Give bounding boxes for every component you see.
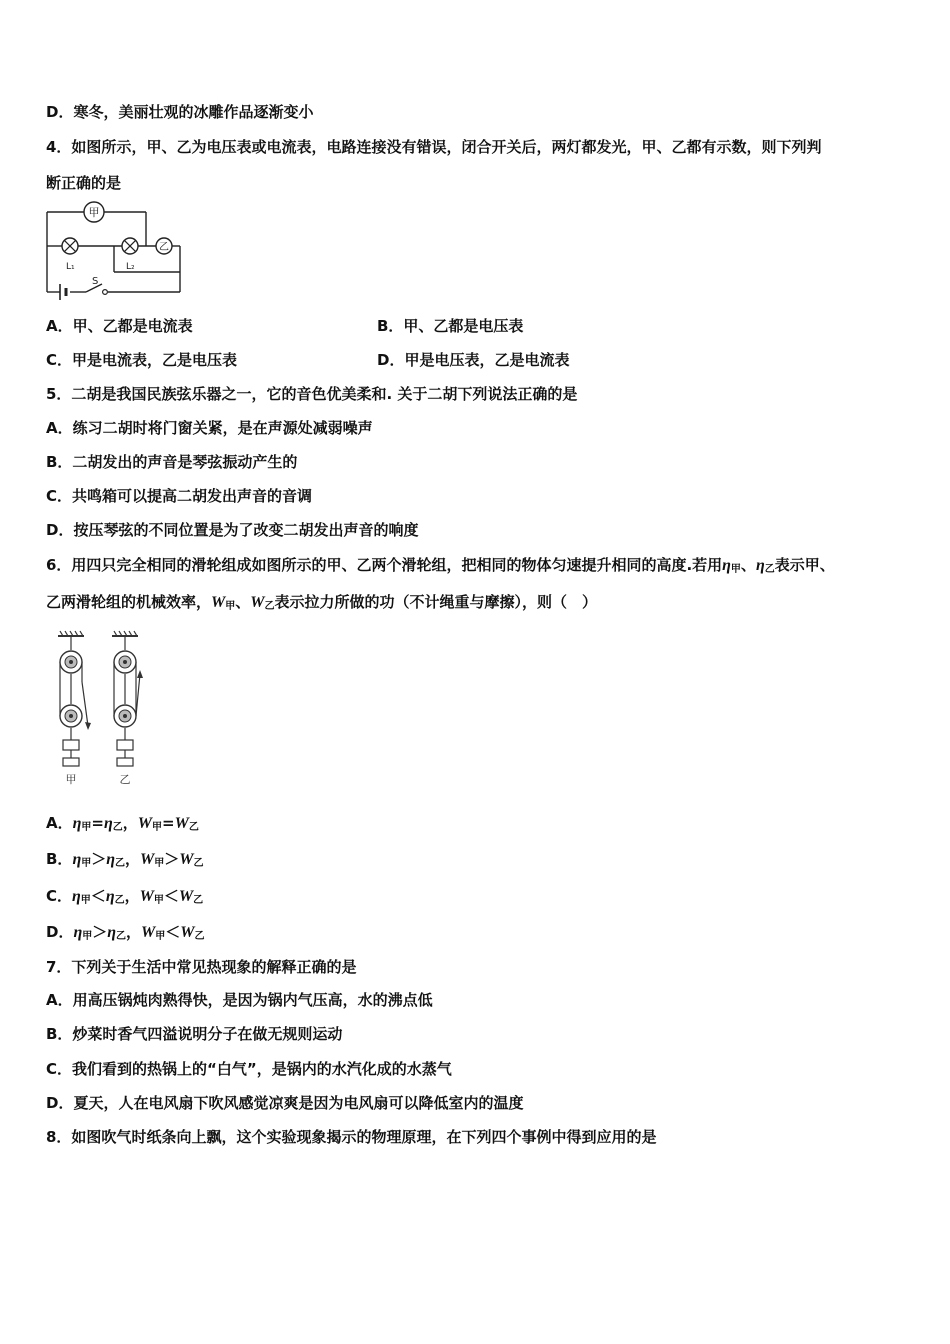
pulley-label-jia: 甲	[65, 773, 77, 786]
q5-stem: 5．二胡是我国民族弦乐器之一，它的音色优美柔和. 关于二胡下列说法正确的是	[46, 385, 578, 403]
q4-stem-line2: 断正确的是	[46, 174, 122, 192]
q7-option-b: B．炒菜时香气四溢说明分子在做无规则运动	[46, 1025, 343, 1043]
fixed-pulley-yi	[114, 651, 136, 673]
lamp-l2-symbol	[122, 238, 138, 254]
q8-stem: 8．如图吹气时纸条向上飘，这个实验现象揭示的物理原理，在下列四个事例中得到应用的是	[46, 1128, 657, 1146]
meter-yi-symbol	[156, 238, 172, 254]
meter-jia-symbol	[84, 202, 104, 222]
q4-stem-line1: 4．如图所示，甲、乙为电压表或电流表，电路连接没有错误，闭合开关后，两灯都发光，甲、乙都有示数，则下列判	[46, 138, 822, 156]
load-block-yi	[117, 740, 133, 750]
fixed-pulley-jia	[60, 651, 82, 673]
hook-block-yi	[117, 758, 133, 766]
q6-option-a: A．$\eta_甲=\eta_乙$，$W_甲=W_乙$	[46, 814, 199, 833]
q6-option-b: B．$\eta_甲>\eta_乙$，$W_甲>W_乙$	[46, 850, 204, 869]
q4-option-b: B．甲、乙都是电压表	[377, 317, 524, 335]
circuit-diagram	[44, 200, 186, 300]
q3-option-d: D．寒冬，美丽壮观的冰雕作品逐渐变小	[46, 103, 314, 121]
lamp-l2-label: L₂	[126, 262, 135, 272]
lamp-l1-label: L₁	[66, 262, 75, 272]
svg-text:甲: 甲	[88, 206, 100, 219]
load-block-jia	[63, 740, 79, 750]
q5-option-b: B．二胡发出的声音是琴弦振动产生的	[46, 453, 298, 471]
hook-block-jia	[63, 758, 79, 766]
q6-stem-line1: 6．用四只完全相同的滑轮组成如图所示的甲、乙两个滑轮组，把相同的物体匀速提升相同的高度.若用$\eta_甲$、$\eta_乙$表示甲、	[46, 556, 835, 575]
q4-option-a: A．甲、乙都是电流表	[46, 317, 193, 335]
q6-stem-line2: 乙两滑轮组的机械效率，$W_甲$、$W_乙$表示拉力所做的功（不计绳重与摩擦），则（ ）	[46, 593, 598, 612]
q5-option-c: C．共鸣箱可以提高二胡发出声音的音调	[46, 487, 313, 505]
lamp-l1-symbol	[62, 238, 78, 254]
q5-option-a: A．练习二胡时将门窗关紧，是在声源处减弱噪声	[46, 419, 373, 437]
q7-option-a: A．用高压锅炖肉熟得快，是因为锅内气压高，水的沸点低	[46, 991, 433, 1009]
movable-pulley-jia	[60, 705, 82, 727]
switch-contact	[103, 290, 108, 295]
q5-option-d: D．按压琴弦的不同位置是为了改变二胡发出声音的响度	[46, 521, 419, 539]
q6-option-d: D．$\eta_甲>\eta_乙$，$W_甲<W_乙$	[46, 923, 205, 942]
q7-stem: 7．下列关于生活中常见热现象的解释正确的是	[46, 958, 357, 976]
switch-label: S	[92, 276, 99, 287]
pull-arrow-jia	[85, 722, 91, 730]
q7-option-c: C．我们看到的热锅上的“白气”，是锅内的水汽化成的水蒸气	[46, 1060, 452, 1078]
q4-option-d: D．甲是电压表，乙是电流表	[377, 351, 570, 369]
svg-text:乙: 乙	[159, 242, 169, 253]
movable-pulley-yi	[114, 705, 136, 727]
pulley-diagram	[50, 630, 150, 790]
q6-option-c: C．$\eta_甲<\eta_乙$，$W_甲<W_乙$	[46, 887, 204, 906]
q4-option-c: C．甲是电流表，乙是电压表	[46, 351, 238, 369]
pulley-label-yi: 乙	[119, 773, 131, 786]
pull-arrow-yi	[137, 670, 143, 678]
q7-option-d: D．夏天，人在电风扇下吹风感觉凉爽是因为电风扇可以降低室内的温度	[46, 1094, 524, 1112]
